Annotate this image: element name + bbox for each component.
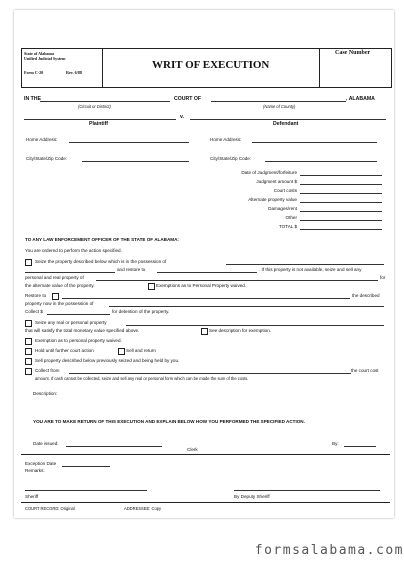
alternate-value-field[interactable]	[300, 202, 382, 203]
versus-label: v.	[180, 114, 184, 120]
damages-label: Damages/rent	[268, 206, 297, 211]
other-label: Other	[285, 215, 297, 220]
court-of-label: COURT OF	[174, 96, 202, 102]
possessor-field[interactable]	[25, 272, 115, 273]
page-title: WRIT OF EXECUTION	[152, 59, 270, 71]
seize-text-2: and restore to	[117, 267, 146, 272]
collect-from-label: Collect from	[35, 368, 60, 373]
see-description-label: See description for exemption.	[209, 328, 272, 333]
sheriff-label: Sheriff	[25, 494, 39, 499]
defendant-label: Defendant	[273, 121, 299, 127]
defendant-city-label: City/State/Zip Code:	[210, 156, 252, 161]
court-record-label: COURT RECORD: Original	[25, 506, 75, 511]
judgment-amount-field[interactable]	[300, 184, 382, 185]
sell-return-label: Sell and return	[126, 348, 156, 353]
exemptions-waived-label: Exemptions as to Personal Property waived.	[156, 283, 247, 288]
court-costs-field[interactable]	[300, 193, 382, 194]
by-field[interactable]	[344, 446, 376, 447]
deputy-signature-field[interactable]	[234, 490, 380, 491]
collect-amount-field[interactable]	[47, 314, 110, 315]
defendant-home-address-field[interactable]	[252, 142, 377, 143]
judgment-date-field[interactable]	[300, 175, 382, 176]
deputy-label: By Deputy Sheriff	[234, 494, 270, 499]
date-issued-field[interactable]	[66, 446, 162, 447]
see-description-checkbox[interactable]	[201, 328, 208, 335]
addressee-label: ADDRESSEE: Copy	[124, 506, 162, 511]
seize-any-field[interactable]	[126, 325, 384, 326]
exemption-waived-checkbox[interactable]	[25, 338, 32, 345]
state-line2: Unified Judicial System	[24, 56, 66, 61]
plaintiff-home-address-field[interactable]	[69, 142, 189, 143]
county-hint: (Name of County)	[263, 104, 296, 109]
return-notice: YOU ARE TO MAKE RETURN OF THIS EXECUTION AND EXPLAIN BELOW HOW YOU PERFORMED THE SPECIFIED ACTION.	[33, 419, 305, 424]
plaintiff-city-field[interactable]	[82, 161, 189, 162]
seize-any-label: Seize any real or personal property	[35, 320, 107, 325]
seize-property-checkbox[interactable]	[25, 259, 32, 266]
section-divider	[21, 454, 390, 455]
described-label: the described	[352, 293, 380, 298]
hold-checkbox[interactable]	[25, 348, 32, 355]
possession-field[interactable]	[226, 264, 384, 265]
seize-any-checkbox[interactable]	[25, 320, 32, 327]
in-the-label: IN THE	[24, 96, 42, 102]
seize-text-3: . If this property is not available, seize and sell any	[259, 267, 362, 272]
restore-to-label: Restore to	[25, 293, 47, 298]
exemption-waived-label: Exemption as to personal property waived.	[35, 338, 122, 343]
clerk-label: Clerk	[187, 447, 198, 452]
hold-label: Hold until further court action	[35, 348, 94, 353]
restore-to-field[interactable]	[157, 272, 257, 273]
personal-property-field[interactable]	[96, 280, 378, 281]
ordered-text: You are ordered to perform the action specified.	[25, 248, 122, 253]
alabama-label: , ALABAMA	[346, 96, 375, 102]
possession-now-label: property now in the possession of	[25, 301, 94, 306]
seize-text-1: Seize the property described below which is in the possession of	[35, 259, 167, 264]
remarks-label: Remarks:	[25, 468, 45, 473]
total-field[interactable]	[300, 229, 382, 230]
sheriff-signature-field[interactable]	[25, 490, 147, 491]
defendant-field[interactable]	[190, 119, 386, 120]
exemptions-waived-checkbox[interactable]	[148, 283, 155, 290]
case-number-label: Case Number	[335, 50, 371, 56]
revision: Rev. 6/88	[66, 70, 82, 75]
plaintiff-city-label: City/State/Zip Code:	[26, 156, 68, 161]
sell-previous-label: Sell property described below previously seized and being held by you.	[35, 358, 180, 363]
court-type-field[interactable]	[40, 101, 170, 102]
detention-label: for detention of the property.	[112, 309, 170, 314]
footer-divider	[21, 502, 390, 503]
seize-text-4: personal and real property of	[25, 275, 84, 280]
collect-from-checkbox[interactable]	[25, 368, 32, 375]
collect-amount-label: Collect $	[25, 309, 43, 314]
judgment-date-label: Date of Judgment/forfeiture	[241, 170, 297, 175]
seize-text-5: for	[380, 275, 386, 280]
sell-return-checkbox[interactable]	[118, 348, 125, 355]
circuit-hint: (Circuit or District)	[78, 104, 111, 109]
county-field[interactable]	[211, 101, 346, 102]
court-cost-label: the court cost	[351, 368, 379, 373]
officer-heading: TO ANY LAW ENFORCEMENT OFFICER OF THE STATE OF ALABAMA:	[25, 237, 179, 242]
other-field[interactable]	[300, 220, 382, 221]
damages-field[interactable]	[300, 211, 382, 212]
exception-date-label: Exception Date	[25, 461, 57, 466]
plaintiff-home-address-label: Home Address:	[26, 137, 58, 142]
by-label: By:	[332, 441, 339, 446]
defendant-home-address-label: Home Address:	[210, 137, 242, 142]
seize-text-6: the alternate value of the property.	[25, 283, 95, 288]
site-watermark: formsalabama.com	[254, 543, 404, 558]
form-number: Form C-20	[24, 70, 44, 75]
court-costs-label: Court costs	[273, 188, 297, 193]
possession-now-field[interactable]	[109, 306, 384, 307]
restore-to-checkbox[interactable]	[52, 293, 59, 300]
satisfy-label: that will satisfy the total monetary value specified above.	[25, 328, 140, 333]
date-issued-label: Date issued:	[33, 441, 59, 446]
restore-name-field[interactable]	[62, 298, 350, 299]
plaintiff-field[interactable]	[24, 119, 176, 120]
defendant-city-field[interactable]	[265, 161, 377, 162]
amount-note: amount. If cash cannot be collected, seize and sell any real or personal form which can be made the sum of the costs.	[35, 376, 249, 381]
form-page	[14, 10, 394, 518]
description-label: Description:	[33, 391, 58, 396]
exception-date-field[interactable]	[62, 466, 110, 467]
sell-previous-checkbox[interactable]	[25, 358, 32, 365]
state-line1: State of Alabama	[24, 51, 55, 56]
plaintiff-label: Plaintiff	[89, 121, 109, 127]
total-label: TOTAL $	[278, 224, 297, 229]
collect-from-field[interactable]	[69, 373, 351, 374]
alternate-value-label: Alternate property value	[248, 197, 297, 202]
judgment-amount-label: Judgment amount $	[256, 179, 297, 184]
